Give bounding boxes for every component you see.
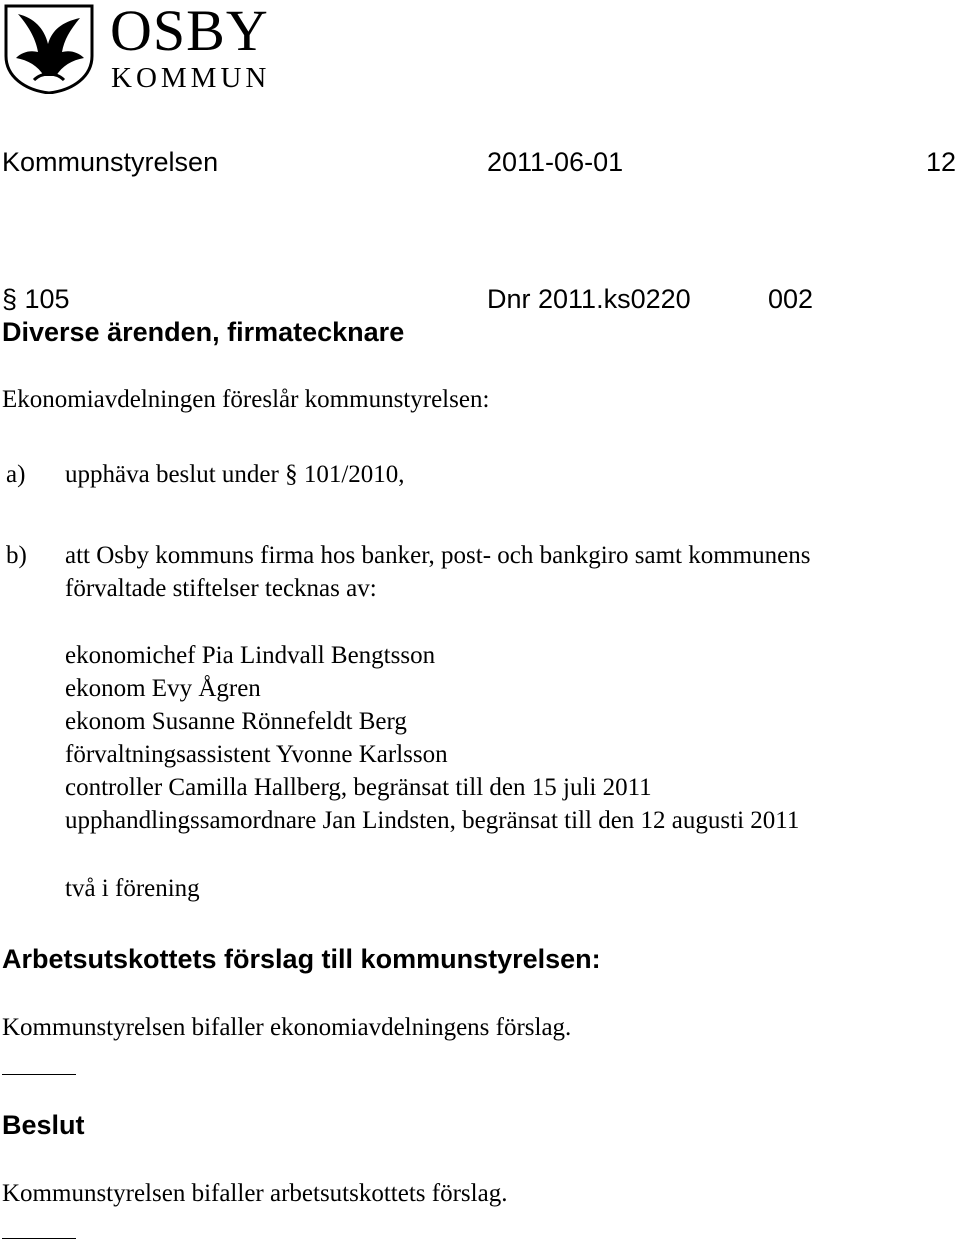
joint-signing-note: två i förening [65, 875, 200, 902]
committee-heading: Arbetsutskottets förslag till kommunstyrelsen: [2, 944, 601, 974]
signatory-list-item: ekonomichef Pia Lindvall Bengtsson [65, 642, 436, 669]
signatory-list-item: ekonom Evy Ågren [65, 675, 261, 702]
case-title: Diverse ärenden, firmatecknare [2, 317, 405, 347]
item-a-marker: a) [6, 461, 26, 488]
case-code: 002 [768, 284, 814, 314]
header-date: 2011-06-01 [487, 147, 624, 177]
signatory-list-item: förvaltningsassistent Yvonne Karlsson [65, 741, 448, 768]
item-a-text: upphäva beslut under § 101/2010, [65, 461, 405, 488]
signatory-list-item: ekonom Susanne Rönnefeldt Berg [65, 708, 407, 735]
divider [2, 1238, 76, 1239]
signatory-list-item: upphandlingssamordnare Jan Lindsten, begränsat till den 12 augusti 2011 [65, 807, 800, 834]
header-organ: Kommunstyrelsen [2, 147, 219, 177]
decision-heading: Beslut [2, 1110, 85, 1140]
proposal-intro: Ekonomiavdelningen föreslår kommunstyrelsen: [2, 386, 490, 413]
osby-crest-logo [4, 4, 94, 94]
signatory-list-item: controller Camilla Hallberg, begränsat till den 15 juli 2011 [65, 774, 652, 801]
item-b-marker: b) [6, 542, 27, 569]
committee-text: Kommunstyrelsen bifaller ekonomiavdelningens förslag. [2, 1014, 572, 1041]
item-b-continuation: förvaltade stiftelser tecknas av: [65, 575, 377, 602]
header-page-number: 12 [926, 147, 957, 177]
item-b-text: att Osby kommuns firma hos banker, post- och bankgiro samt kommunens [65, 542, 811, 569]
logo-subtitle: KOMMUN [111, 62, 271, 94]
case-dnr: Dnr 2011.ks0220 [487, 284, 691, 314]
divider [2, 1074, 76, 1075]
case-paragraph: § 105 [2, 284, 70, 314]
logo-title: OSBY [110, 0, 269, 63]
decision-text: Kommunstyrelsen bifaller arbetsutskottets förslag. [2, 1180, 508, 1207]
